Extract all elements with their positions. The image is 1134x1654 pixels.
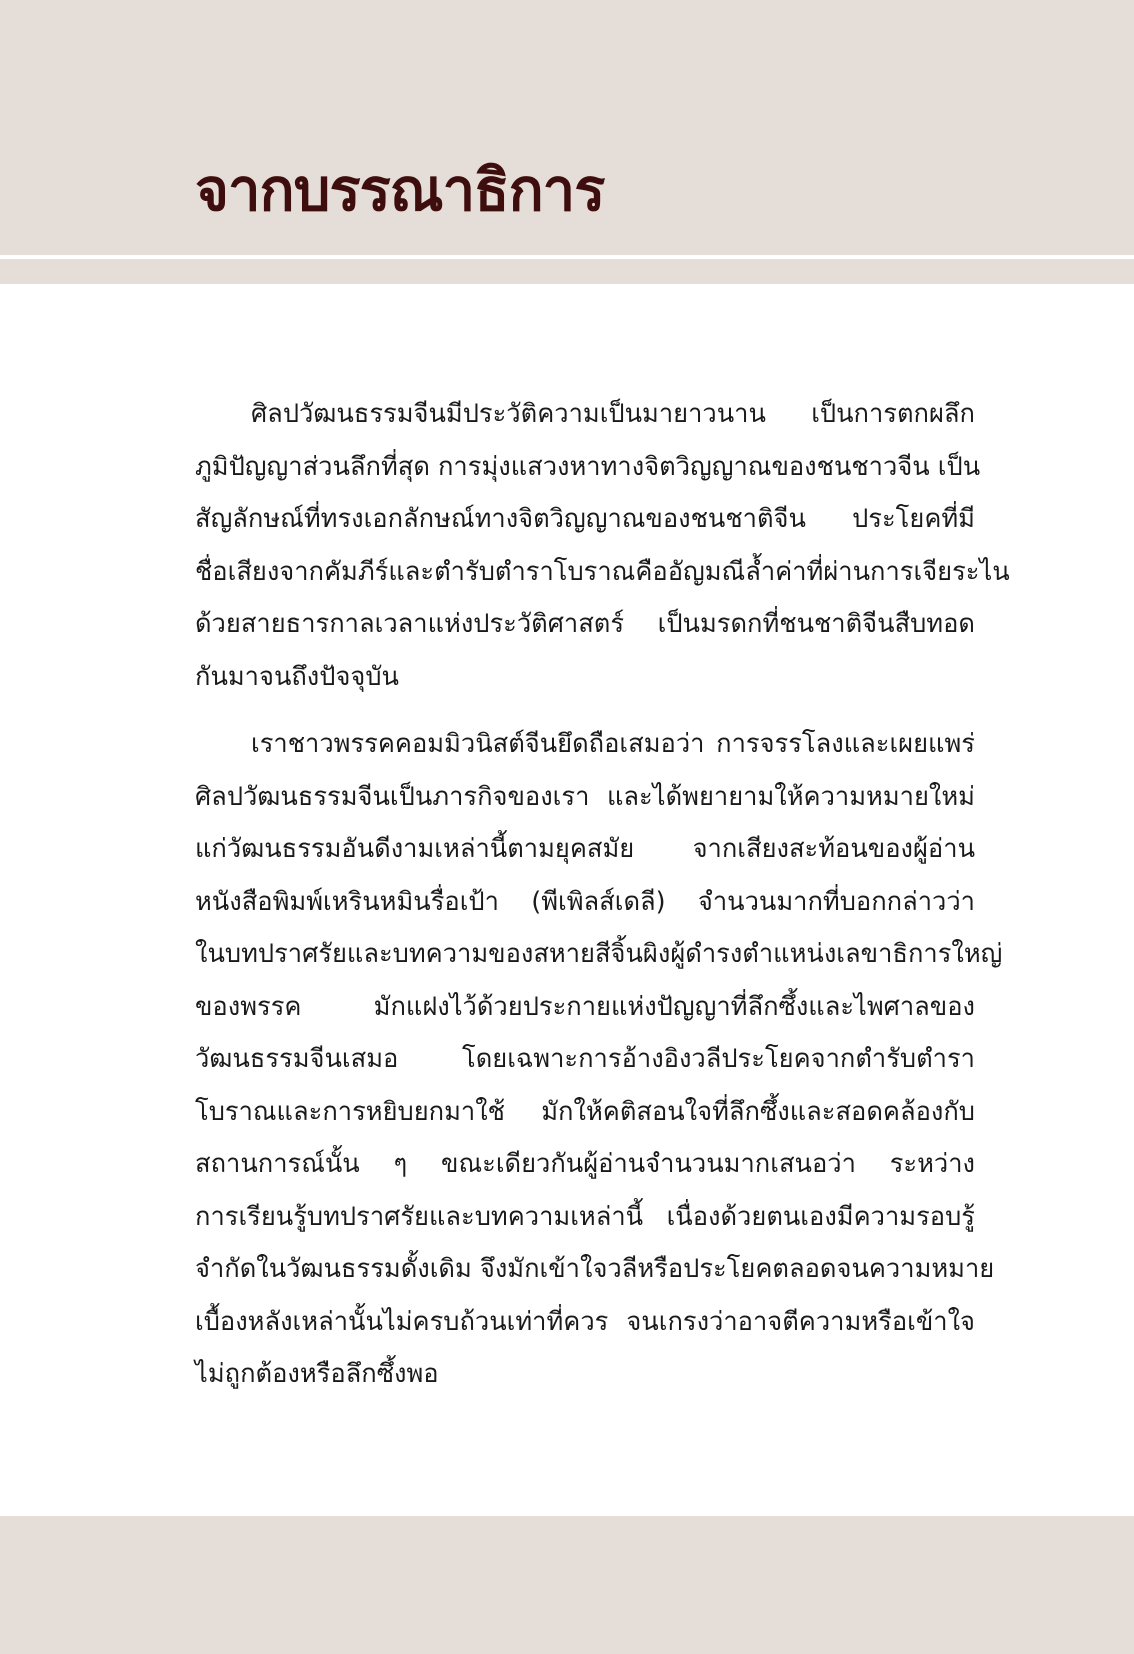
text-line: แก่วัฒนธรรมอันดีงามเหล่านี้ตามยุคสมัย จากเสียงสะท้อนของผู้อ่าน [195,834,975,864]
text-line: ศิลปวัฒนธรรมจีนมีประวัติความเป็นมายาวนาน เป็นการตกผลึก [251,399,975,429]
text-line: จำกัดในวัฒนธรรมดั้งเดิม จึงมักเข้าใจวลีหรือประโยคตลอดจนความหมาย [195,1254,995,1284]
page-title: จากบรรณาธิการ [195,156,605,224]
text-line: ในบทปราศรัยและบทความของสหายสีจิ้นผิงผู้ดำรงตำแหน่งเลขาธิการใหญ่ [195,939,1003,969]
text-line: เราชาวพรรคคอมมิวนิสต์จีนยึดถือเสมอว่า การจรรโลงและเผยแพร่ [251,729,975,759]
text-line: หนังสือพิมพ์เหรินหมินรื่อเป้า (พีเพิลส์เดลี) จำนวนมากที่บอกกล่าวว่า [195,886,975,917]
text-line: ไม่ถูกต้องหรือลึกซึ้งพอ [195,1359,439,1389]
text-line: ภูมิปัญญาส่วนลึกที่สุด การมุ่งแสวงหาทางจิตวิญญาณของชนชาวจีน เป็น [195,451,981,482]
footer-band [0,1516,1134,1654]
body-text [195,388,1010,1416]
paragraph-2 [195,718,1003,1401]
text-line: เบื้องหลังเหล่านั้นไม่ครบถ้วนเท่าที่ควร จนเกรงว่าอาจตีความหรือเข้าใจ [195,1306,975,1337]
text-line: ของพรรค มักแฝงไว้ด้วยประกายแห่งปัญญาที่ลึกซึ้งและไพศาลของ [195,991,975,1022]
text-line: ศิลปวัฒนธรรมจีนเป็นภารกิจของเรา และได้พยายามให้ความหมายใหม่ [195,781,975,812]
text-line: สัญลักษณ์ที่ทรงเอกลักษณ์ทางจิตวิญญาณของชนชาติจีน ประโยคที่มี [195,504,975,534]
text-line: กันมาจนถึงปัจจุบัน [195,661,399,692]
paragraph-1 [195,388,1010,703]
text-line: ชื่อเสียงจากคัมภีร์และตำรับตำราโบราณคืออัญมณีล้ำค่าที่ผ่านการเจียระไน [195,556,1010,587]
text-line: การเรียนรู้บทปราศรัยและบทความเหล่านี้ เนื่องด้วยตนเองมีความรอบรู้ [195,1201,975,1232]
header-strip [0,259,1134,284]
text-line: ด้วยสายธารกาลเวลาแห่งประวัติศาสตร์ เป็นมรดกที่ชนชาติจีนสืบทอด [195,609,975,639]
text-line: โบราณและการหยิบยกมาใช้ มักให้คติสอนใจที่ลึกซึ้งและสอดคล้องกับ [195,1096,975,1127]
text-line: สถานการณ์นั้น ๆ ขณะเดียวกันผู้อ่านจำนวนมากเสนอว่า ระหว่าง [195,1149,975,1179]
text-line: วัฒนธรรมจีนเสมอ โดยเฉพาะการอ้างอิงวลีประโยคจากตำรับตำรา [195,1044,975,1074]
